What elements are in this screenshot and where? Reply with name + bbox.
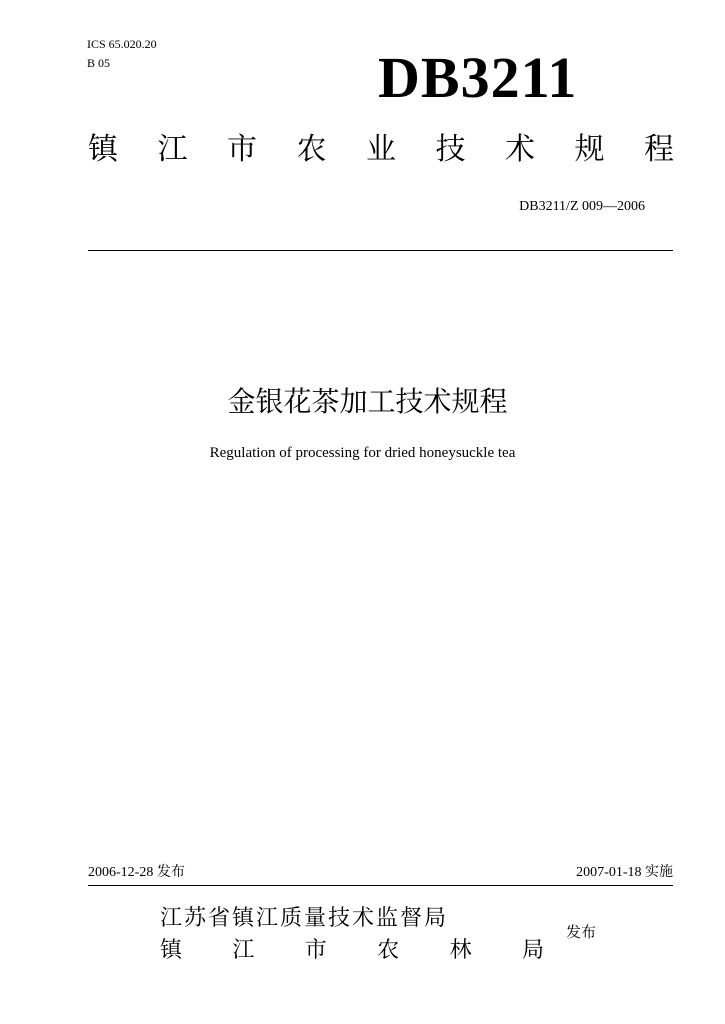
standard-type-char: 镇 (88, 132, 118, 167)
document-title-chinese: 金银花茶加工技术规程 (227, 385, 508, 418)
db-code: DB3211 (378, 45, 578, 110)
issuer-char: 农 (377, 938, 400, 963)
publish-date (88, 863, 185, 882)
standard-type-char: 技 (435, 132, 466, 167)
header-divider (88, 250, 673, 251)
standard-type-char: 业 (366, 132, 396, 167)
publish-date-value: 2006-12-28 (88, 865, 154, 880)
document-title-english: Regulation of processing for dried honeysuckle tea (209, 445, 516, 461)
standard-type-char: 程 (644, 132, 674, 167)
issuer-char: 江 (232, 938, 255, 963)
issue-word: 发布 (566, 923, 597, 941)
issuer-char: 市 (304, 938, 327, 963)
implement-date (576, 863, 673, 882)
standard-type-char: 江 (157, 132, 188, 167)
footer-divider (88, 885, 673, 886)
standard-type-char: 规 (574, 132, 605, 167)
ics-code: ICS 65.020.20 (87, 37, 157, 51)
issuer-char: 局 (521, 938, 544, 963)
classification-code: B 05 (87, 56, 111, 70)
standard-number: DB3211/Z 009—2006 (519, 199, 645, 214)
issuer-char: 镇 (160, 938, 183, 963)
issuer-quality-bureau: 江苏省镇江质量技术监督局 (160, 906, 449, 931)
publish-word: 发布 (156, 864, 185, 880)
standard-type-char: 术 (505, 132, 535, 167)
standard-type-char: 农 (296, 132, 327, 167)
issuer-char: 林 (449, 938, 472, 963)
implement-date-value: 2007-01-18 (576, 865, 642, 880)
implement-word: 实施 (645, 864, 673, 880)
issuer-agriculture-bureau (160, 937, 544, 965)
standard-type-char: 市 (227, 132, 257, 167)
standard-type-title (88, 132, 674, 168)
